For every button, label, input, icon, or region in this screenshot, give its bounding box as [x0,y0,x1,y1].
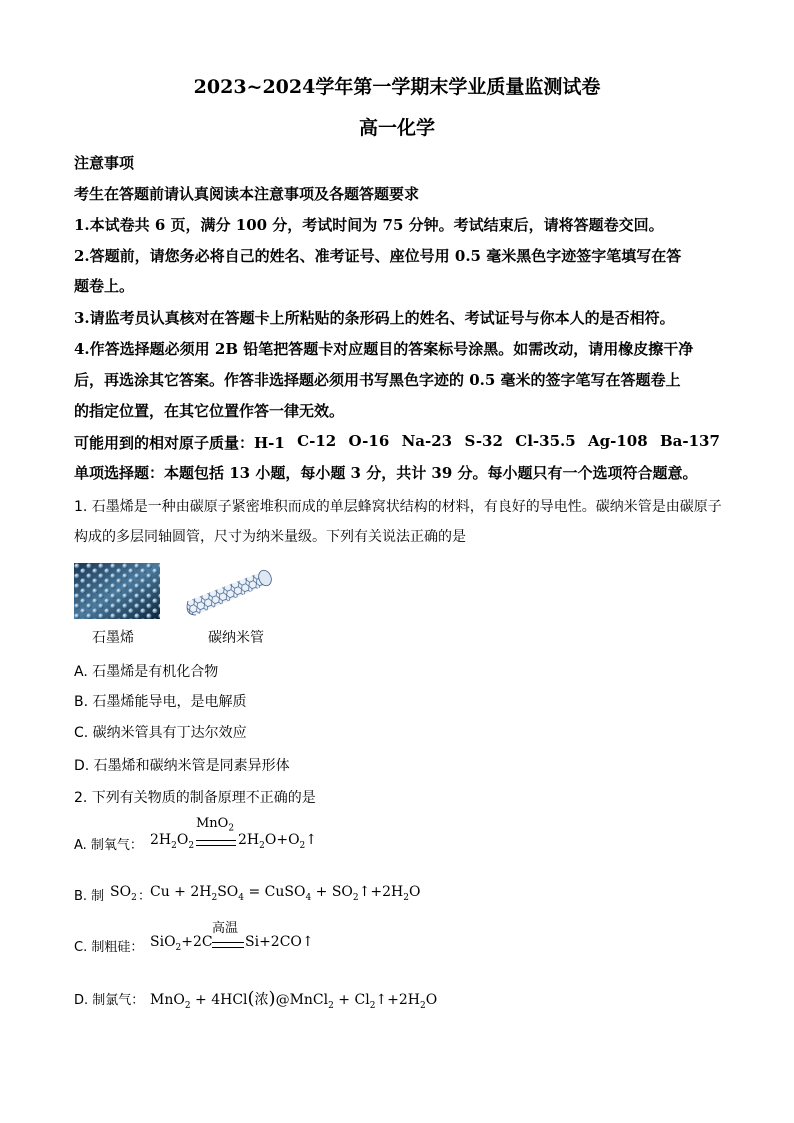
catalyst-sub: 2 [228,823,235,834]
q2-option-c-reactants: SiO$_2$+2C [150,934,213,953]
atomic-mass-item: Ag-108 [588,432,648,450]
q1-stem-line-2: 构成的多层同轴圆管，尺寸为纳米量级。下列有关说法正确的是 [74,529,466,545]
exam-subject: 高一化学 [358,117,435,139]
q2-stem: 2. 下列有关物质的制备原理不正确的是 [74,790,316,806]
q2-option-a-products: $2H_2O+O_2↑$ [238,832,318,851]
notice-line-4: 3.请监考员认真核对在答题卡上所粘贴的条形码上的姓名、考试证号与你本人的是否相符。 [74,309,675,327]
q2-option-d-label: D. 制氯气： [74,993,145,1008]
atomic-mass-item: Cl-35.5 [515,432,576,450]
at-symbol: @ [275,992,290,1008]
atomic-masses-label: 可能用到的相对原子质量：H-1 [74,434,285,452]
nanotube-image [180,565,276,619]
q2-option-c-products: Si+2CO↑ [245,934,314,950]
q1-option-d: D. 石墨烯和碳纳米管是同素异形体 [74,758,290,774]
atomic-mass-item: S-32 [464,432,503,450]
section-heading: 单项选择题：本题包括 13 小题，每小题 3 分，共计 39 分。每小题只有一个选项符合题意。 [74,464,698,482]
exam-title: 2023~2024学年第一学期末学业质量监测试卷 [193,76,601,98]
q1-option-c: C. 碳纳米管具有丁达尔效应 [74,725,247,741]
equals-sign [212,942,244,948]
notice-line-2: 2.答题前，请您务必将自己的姓名、准考证号、座位号用 0.5 毫米黑色字迹签字笔填写在答 [74,247,682,265]
notice-line-7: 的指定位置，在其它位置作答一律无效。 [74,402,345,420]
atomic-masses [74,432,720,453]
q2-option-b-equation: $Cu + 2H_2SO_4$ = CuSO$_4$ + $SO_2↑+2H_2O$ [150,884,421,903]
q1-stem-line-1: 1. 石墨烯是一种由碳原子紧密堆积而成的单层蜂窝状结构的材料，有良好的导电性。碳纳米管是由碳原子 [74,499,722,515]
q2-option-a-label: A. 制氧气： [74,838,143,853]
q1-option-b: B. 石墨烯能导电，是电解质 [74,694,247,710]
graphene-image [74,563,160,619]
q2-option-c-condition: 高温 [212,921,239,936]
atomic-mass-item: Ba-137 [660,432,720,450]
q2-option-b-colon: ： [138,889,152,904]
notice-line-6: 后，再选涂其它答案。作答非选择题必须用书写黑色字迹的 0.5 毫米的签字笔写在答题卷上 [74,371,681,389]
atomic-mass-item: Na-23 [401,432,453,450]
q2-option-c-label: C. 制粗硅： [74,940,144,955]
notice-line-5: 4.作答选择题必须用 2B 铅笔把答题卡对应题目的答案标号涂黑。如需改动，请用橡皮擦干净 [74,340,694,358]
notice-line-3: 题卷上。 [74,277,135,295]
notice-heading: 注意事项 [74,154,135,172]
q2-option-b-label: B. 制 [74,889,105,904]
atomic-mass-item: O-16 [348,432,390,450]
atomic-mass-item: C-12 [297,432,337,450]
q2-option-b-target: $SO_2$ [110,884,137,903]
q2-option-a-reactant: $2H_2O_2$ [150,832,195,851]
notice-line-1: 1.本试卷共 6 页，满分 100 分，考试时间为 75 分钟。考试结束后，请将答题卷交回。 [74,216,664,234]
q2-option-d-equation: MnO$_2$ + 4HCl(浓)@MnCl$_2$ + $Cl_2↑+2H_2O$ [150,988,438,1011]
notice-intro: 考生在答题前请认真阅读本注意事项及各题答题要求 [74,185,420,203]
q2-option-a-catalyst [196,816,234,834]
conc-text: 浓 [254,992,269,1008]
equals-sign [196,840,236,846]
nanotube-caption: 碳纳米管 [208,630,264,646]
q1-option-a: A. 石墨烯是有机化合物 [74,664,219,680]
graphene-caption: 石墨烯 [92,630,134,646]
catalyst-text: MnO [196,816,229,831]
